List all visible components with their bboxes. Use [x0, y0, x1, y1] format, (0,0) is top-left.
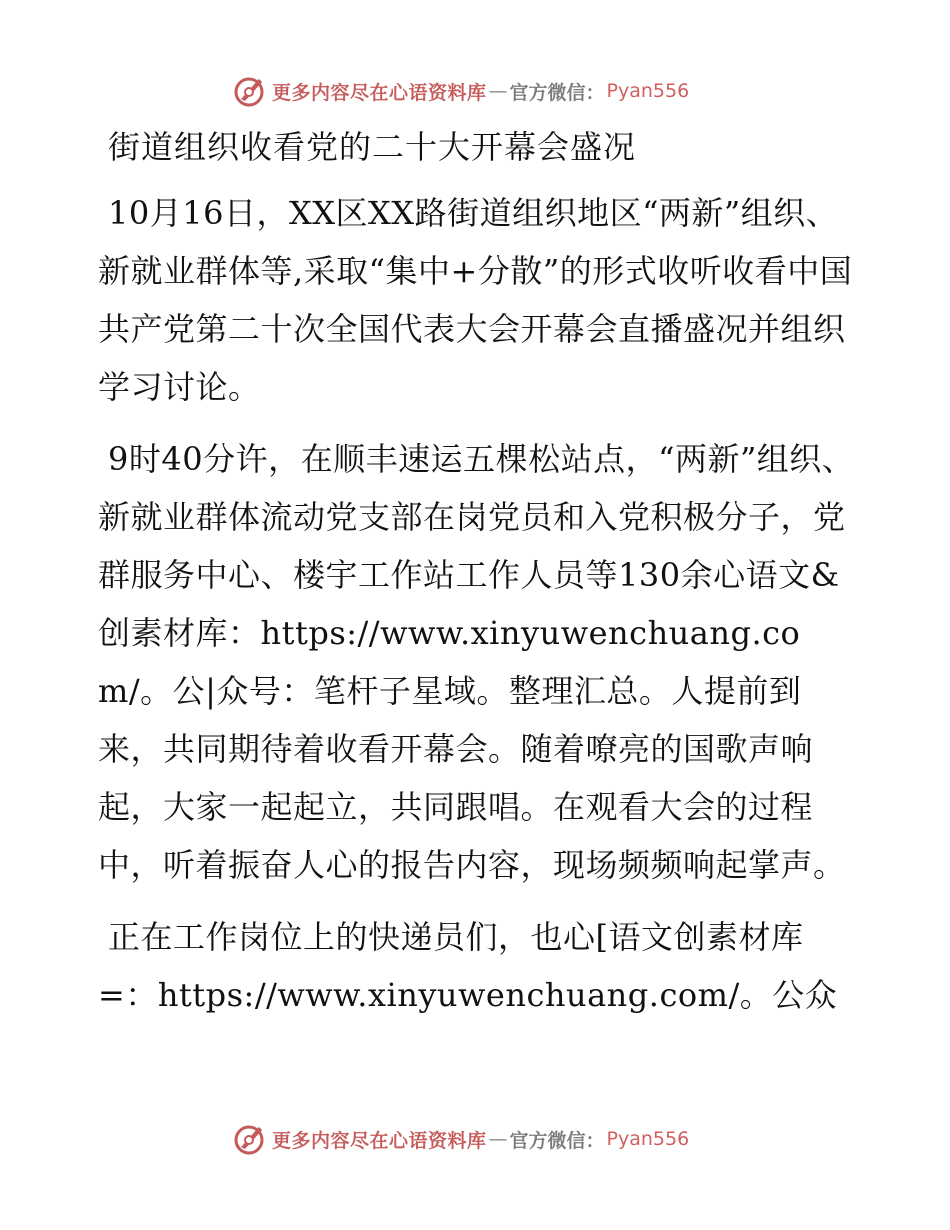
watermark-id: Pyan556 [606, 1128, 690, 1150]
paragraph-1: 10月16日，XX区XX路街道组织地区“两新”组织、新就业群体等,采取“集中+分散”的形式收听收看中国共产党第二十次全国代表大会开幕会直播盛况并组织学习讨论。 [98, 194, 853, 406]
paragraph-2: 9时40分许，在顺丰速运五棵松站点，“两新”组织、新就业群体流动党支部在岗党员和入党积极分子，党群服务中心、楼宇工作站工作人员等130余心语文&创素材库：https://www.xinyuwenchuang.com/。公|众号：笔杆子星域。整理汇总。人提前到来，共同期待着收看开幕会。随着嘹亮的国歌声响起，大家一起起立，共同跟唱。在观看大会的过程中，听着振奋人心的报告内容，现场频频响起掌声。 [98, 440, 855, 884]
header-watermark [232, 71, 752, 111]
paragraph-3: 正在工作岗位上的快递员们，也心[语文创素材库=：https://www.xinyuwenchuang.com/。公众 [98, 918, 838, 1014]
quill-circle-icon [232, 73, 268, 109]
watermark-label: 官方微信： [509, 81, 605, 104]
watermark-label: 官方微信： [509, 1129, 605, 1152]
watermark-text: 更多内容尽在心语资料库 [272, 81, 487, 104]
footer-watermark [232, 1119, 752, 1159]
quill-circle-icon [232, 1121, 268, 1157]
watermark-separator: — [488, 80, 508, 102]
watermark-id: Pyan556 [606, 80, 690, 102]
watermark-text: 更多内容尽在心语资料库 [272, 1129, 487, 1152]
document-body [98, 118, 858, 1038]
document-title: 街道组织收看党的二十大开幕会盛况 [108, 128, 637, 166]
watermark-separator: — [488, 1128, 508, 1150]
